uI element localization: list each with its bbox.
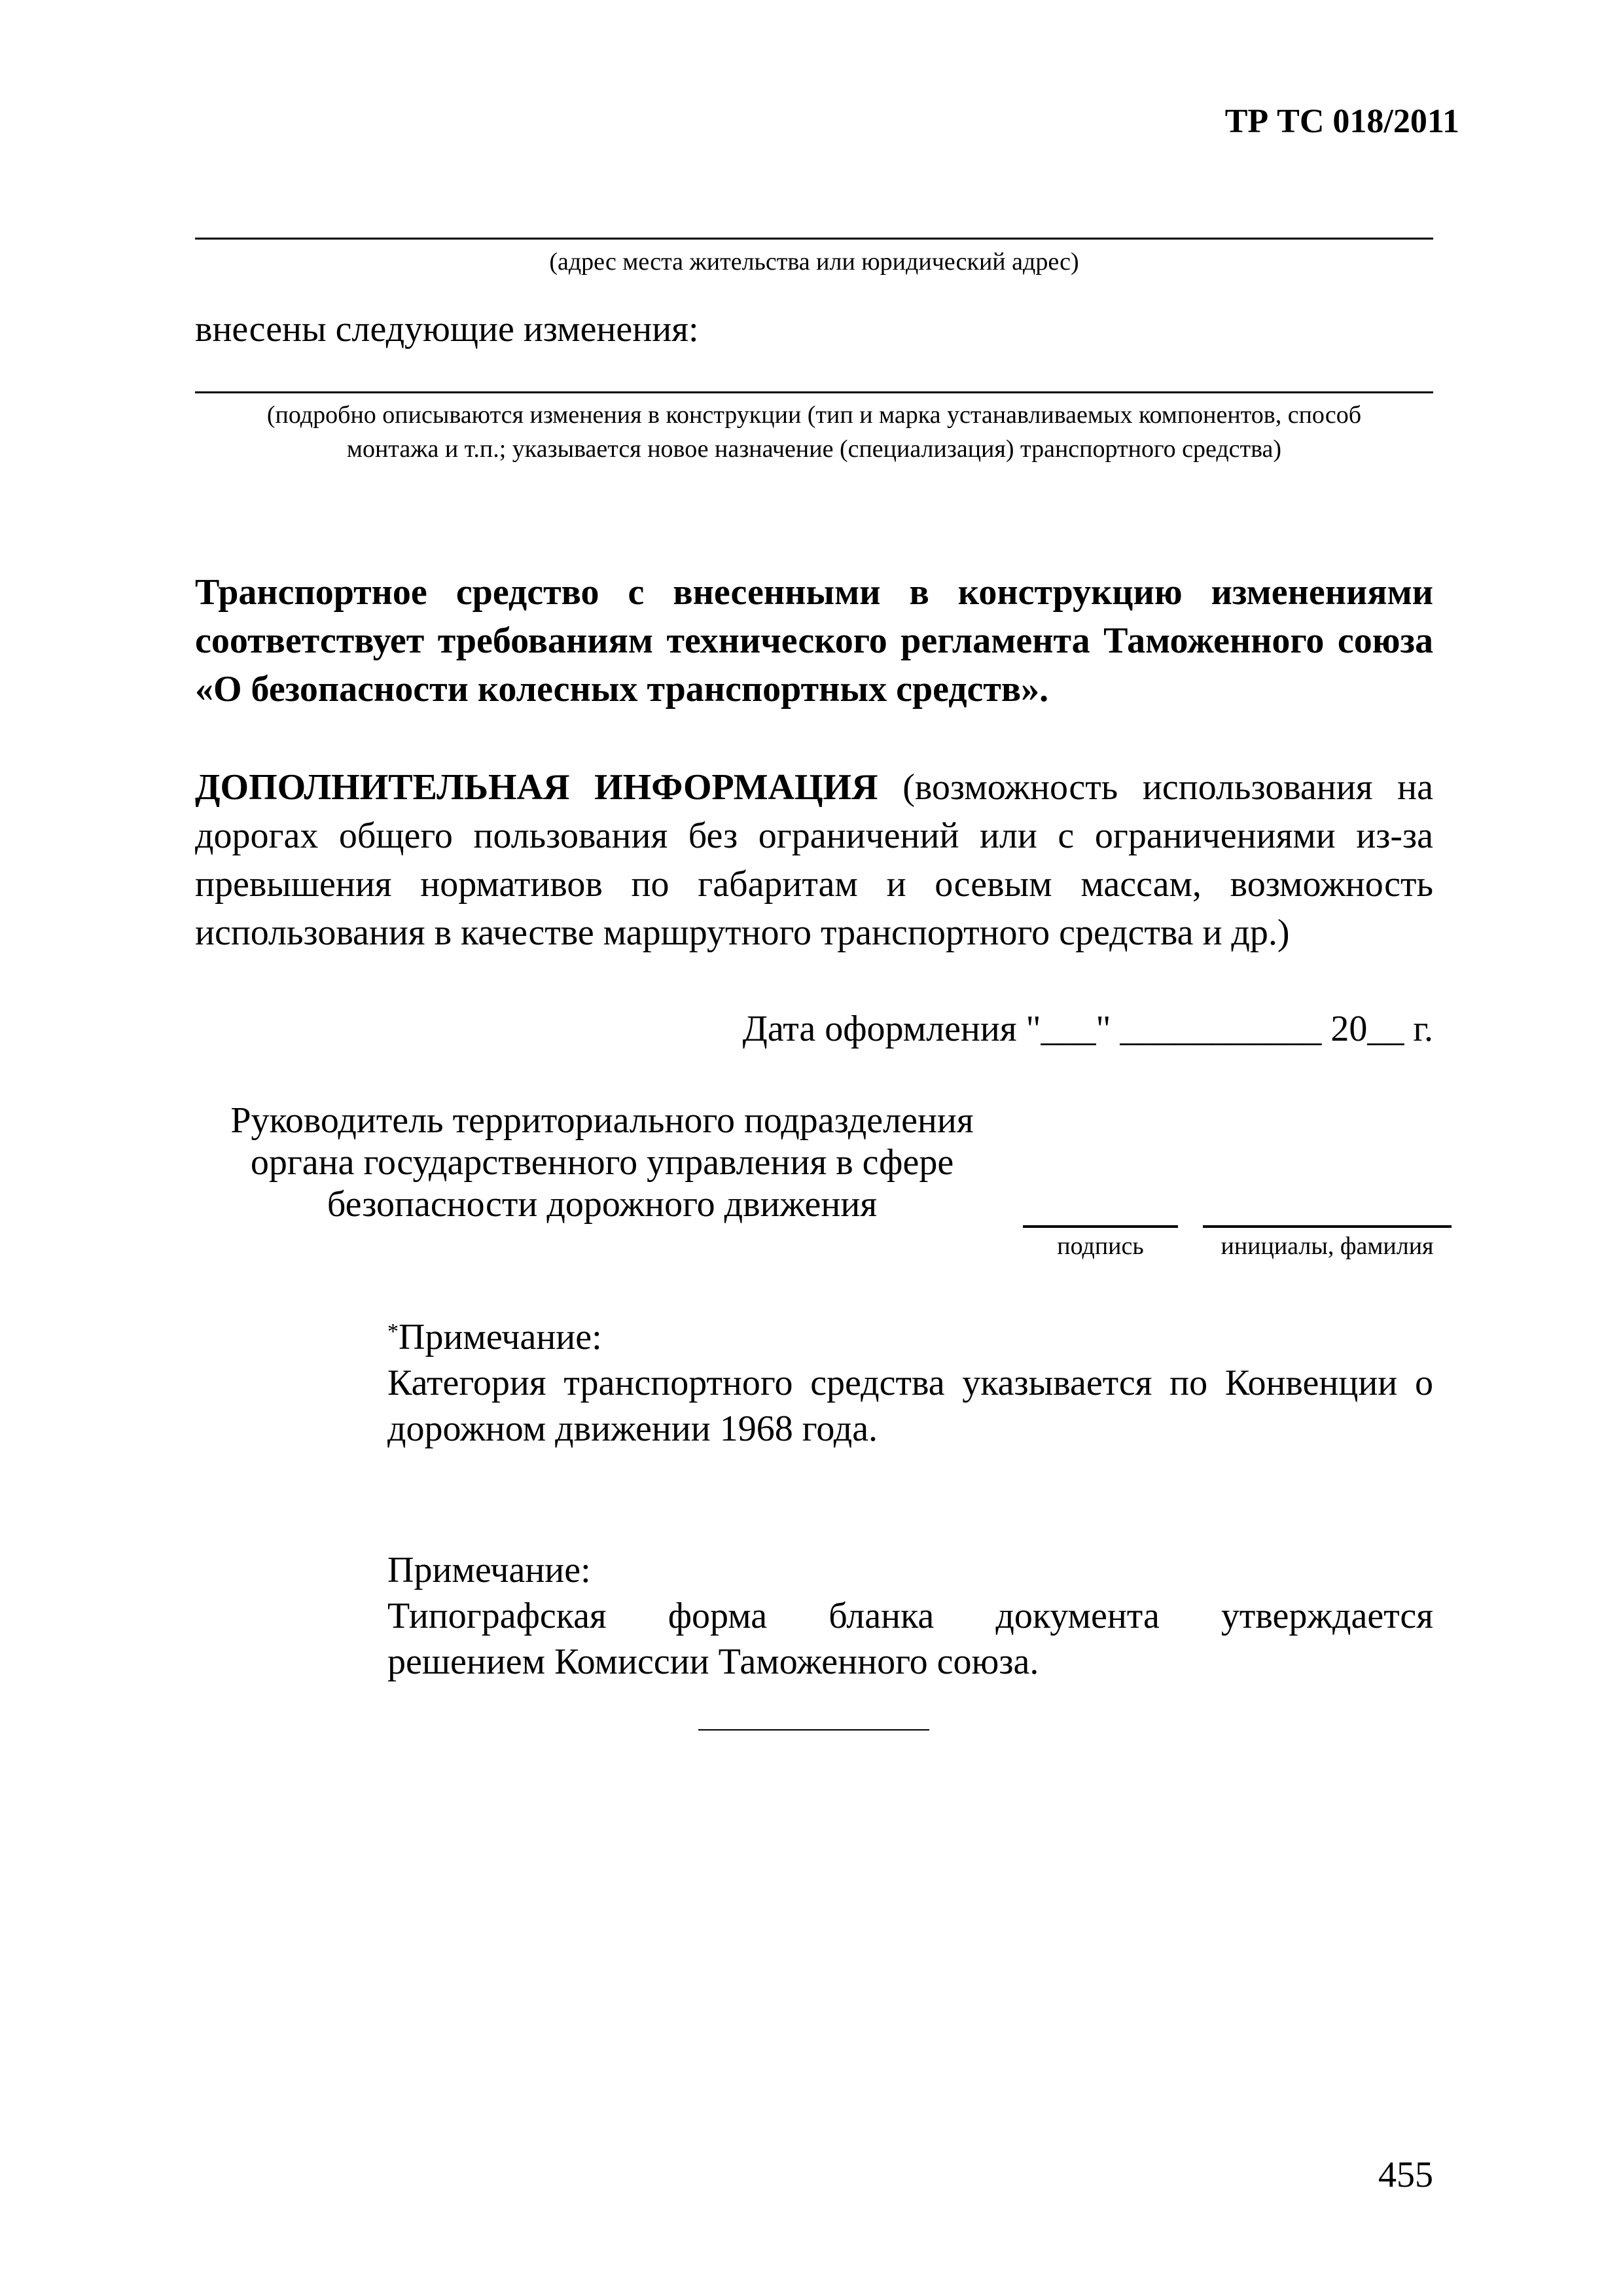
additional-info [195, 763, 1433, 957]
head-title-line-1: Руководитель территориального подразделения [230, 1100, 974, 1141]
name-caption: инициалы, фамилия [1221, 1232, 1434, 1260]
name-line [1203, 1225, 1452, 1228]
changes-caption [195, 398, 1433, 466]
note-2 [387, 1547, 1433, 1685]
address-caption: (адрес места жительства или юридический адрес) [549, 248, 1079, 276]
head-title-line-2: органа государственного управления в сфере [250, 1142, 954, 1183]
address-field-line [195, 238, 1433, 240]
note-2-line-2: решением Комиссии Таможенного союза. [387, 1641, 1039, 1682]
signature-caption: подпись [1057, 1232, 1144, 1260]
changes-caption-line-2: монтажа и т.п.; указывается новое назначение (специализация) транспортного средства) [346, 435, 1282, 463]
end-divider [698, 1729, 929, 1731]
signature-line [1023, 1225, 1178, 1228]
note-1-text: Категория транспортного средства указывается по Конвенции о дорожном движении 1968 года. [387, 1363, 1433, 1449]
additional-info-heading: ДОПОЛНИТЕЛЬНАЯ ИНФОРМАЦИЯ [195, 767, 878, 808]
changes-intro: внесены следующие изменения: [195, 309, 699, 350]
head-title-line-3: безопасности дорожного движения [327, 1184, 878, 1225]
conformity-statement: Транспортное средство с внесенными в конструкцию изменениями соответствует требованиям технического регламента Таможенного союза «О безопасности колесных транспортных средств». [195, 572, 1433, 709]
changes-caption-line-1: (подробно описываются изменения в конструкции (тип и марка устанавливаемых компонентов, способ [266, 401, 1362, 429]
additional-info-text: (возможность использования на дорогах общего пользования без ограничений или с ограничениями из-за превышения нормативов по габаритам и осевым массам, возможность использования в качестве маршрутного транспортного средства и др.) [195, 767, 1433, 953]
note-2-line-1: Типографская форма бланка документа утверждается [387, 1596, 1433, 1636]
document-code: ТР ТС 018/2011 [1224, 103, 1459, 140]
asterisk-marker: * [387, 1319, 399, 1344]
note-2-title: Примечание: [387, 1550, 591, 1590]
note-1-title: Примечание: [399, 1317, 602, 1357]
changes-field-line [195, 391, 1433, 393]
head-title [196, 1100, 1008, 1225]
date-line: Дата оформления "___" ___________ 20__ г. [742, 1009, 1433, 1049]
note-1 [387, 1314, 1433, 1452]
note-1-title-row [387, 1314, 1433, 1360]
page-number: 455 [1378, 2155, 1433, 2195]
